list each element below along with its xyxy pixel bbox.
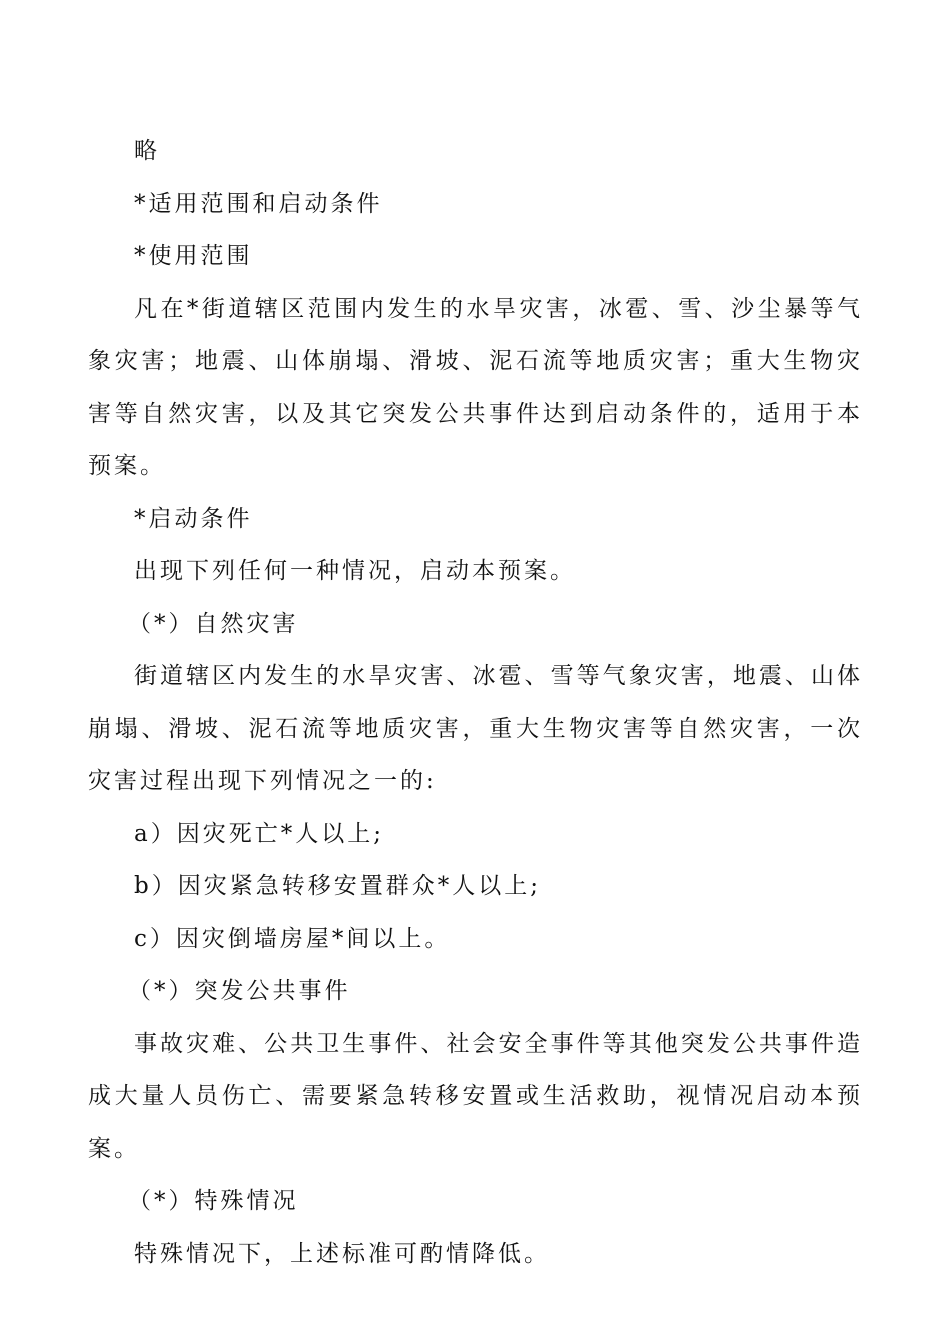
document-body bbox=[88, 125, 863, 1280]
paragraph-start-conditions: 出现下列任何一种情况，启动本预案。 bbox=[134, 558, 576, 584]
heading-scope-and-conditions: *适用范围和启动条件 bbox=[134, 190, 383, 217]
paragraph-special-cases: 特殊情况下，上述标准可酌情降低。 bbox=[134, 1240, 550, 1267]
paragraph-scope: 凡在*街道辖区范围内发生的水旱灾害，冰雹、雪、沙尘暴等气象灾害；地震、山体崩塌、滑坡、泥石流等地质灾害；重大生物灾害等自然灾害，以及其它突发公共事件达到启动条件的，适用于本预案。 bbox=[88, 295, 863, 479]
list-item-c: c）因灾倒墙房屋*间以上。 bbox=[134, 925, 451, 952]
heading-public-emergencies: （*）突发公共事件 bbox=[128, 978, 351, 1004]
heading-start-conditions: *启动条件 bbox=[134, 505, 253, 532]
heading-special-cases: （*）特殊情况 bbox=[128, 1188, 299, 1214]
paragraph-natural-disasters: 街道辖区内发生的水旱灾害、冰雹、雪等气象灾害，地震、山体崩塌、滑坡、泥石流等地质灾害，重大生物灾害等自然灾害，一次灾害过程出现下列情况之一的: bbox=[88, 663, 863, 794]
paragraph-public-emergencies: 事故灾难、公共卫生事件、社会安全事件等其他突发公共事件造成大量人员伤亡、需要紧急转移安置或生活救助，视情况启动本预案。 bbox=[88, 1030, 863, 1162]
paragraph-summary: 略 bbox=[134, 138, 160, 164]
heading-natural-disasters: （*）自然灾害 bbox=[128, 610, 299, 637]
list-item-b: b）因灾紧急转移安置群众*人以上; bbox=[134, 873, 541, 899]
list-item-a: a）因灾死亡*人以上; bbox=[134, 820, 384, 847]
heading-scope: *使用范围 bbox=[134, 243, 253, 269]
